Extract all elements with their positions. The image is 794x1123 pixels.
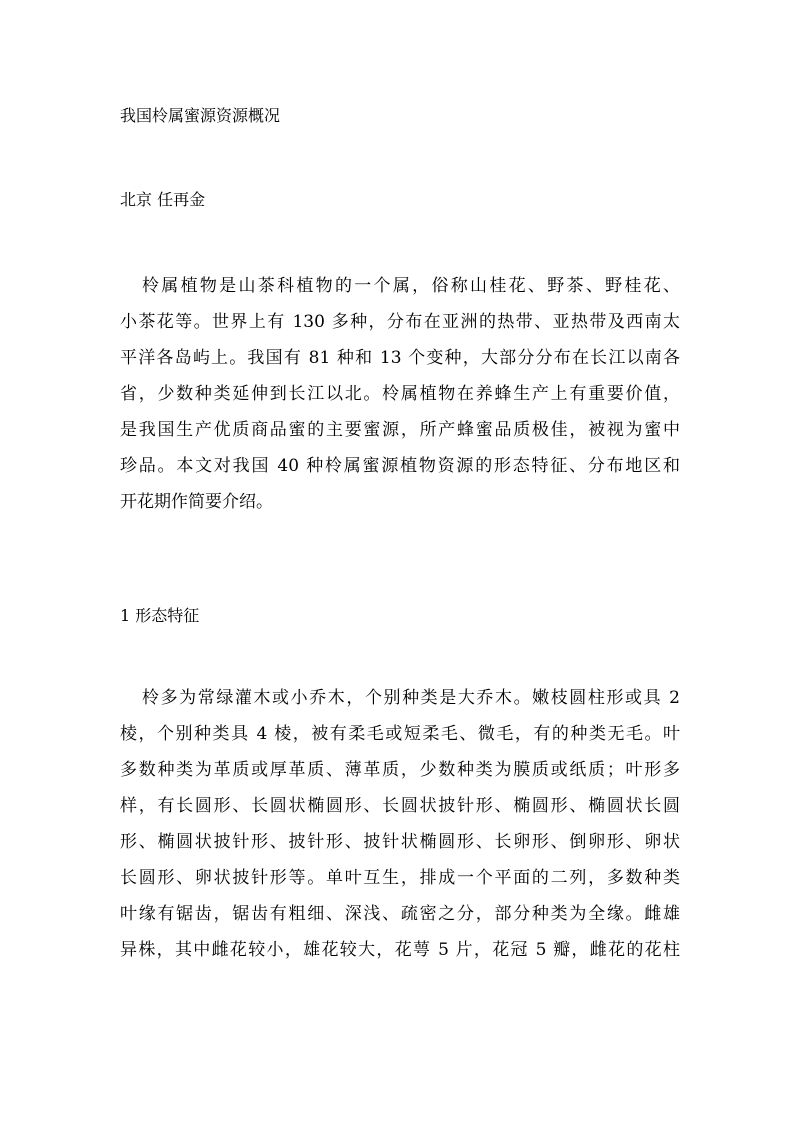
paragraph-line: 多数种类为革质或厚革质、薄革质，少数种类为膜质或纸质；叶形多: [120, 760, 680, 780]
paragraph-line: 是我国生产优质商品蜜的主要蜜源，所产蜂蜜品质极佳，被视为蜜中: [120, 420, 680, 440]
paragraph-line: 叶缘有锯齿，锯齿有粗细、深浅、疏密之分，部分种类为全缘。雌雄: [120, 904, 680, 924]
paragraph-line: 棱，个别种类具 4 棱，被有柔毛或短柔毛、微毛，有的种类无毛。叶: [120, 724, 680, 744]
intro-paragraph: [120, 268, 680, 520]
document-title: 我国柃属蜜源资源概况: [120, 106, 281, 125]
paragraph-line: 省，少数种类延伸到长江以北。柃属植物在养蜂生产上有重要价值，: [120, 384, 680, 404]
section-heading: 1 形态特征: [120, 606, 200, 625]
paragraph-line: 形、椭圆状披针形、披针形、披针状椭圆形、长卵形、倒卵形、卵状: [120, 832, 680, 852]
morphology-paragraph: [120, 680, 680, 968]
paragraph-line: 长圆形、卵状披针形等。单叶互生，排成一个平面的二列，多数种类: [120, 868, 680, 888]
paragraph-line: 小茶花等。世界上有 130 多种，分布在亚洲的热带、亚热带及西南太: [120, 312, 680, 332]
paragraph-line: 珍品。本文对我国 40 种柃属蜜源植物资源的形态特征、分布地区和: [120, 456, 680, 476]
author-line: 北京 任再金: [120, 190, 206, 209]
paragraph-line: 柃属植物是山茶科植物的一个属，俗称山桂花、野茶、野桂花、: [142, 276, 680, 296]
paragraph-line: 样，有长圆形、长圆状椭圆形、长圆状披针形、椭圆形、椭圆状长圆: [120, 796, 680, 816]
paragraph-line: 异株，其中雌花较小，雄花较大，花萼 5 片，花冠 5 瓣，雌花的花柱: [120, 940, 680, 960]
paragraph-line: 开花期作简要介绍。: [120, 492, 273, 512]
paragraph-line: 平洋各岛屿上。我国有 81 种和 13 个变种，大部分分布在长江以南各: [120, 348, 680, 368]
paragraph-line: 柃多为常绿灌木或小乔木，个别种类是大乔木。嫩枝圆柱形或具 2: [142, 688, 680, 708]
